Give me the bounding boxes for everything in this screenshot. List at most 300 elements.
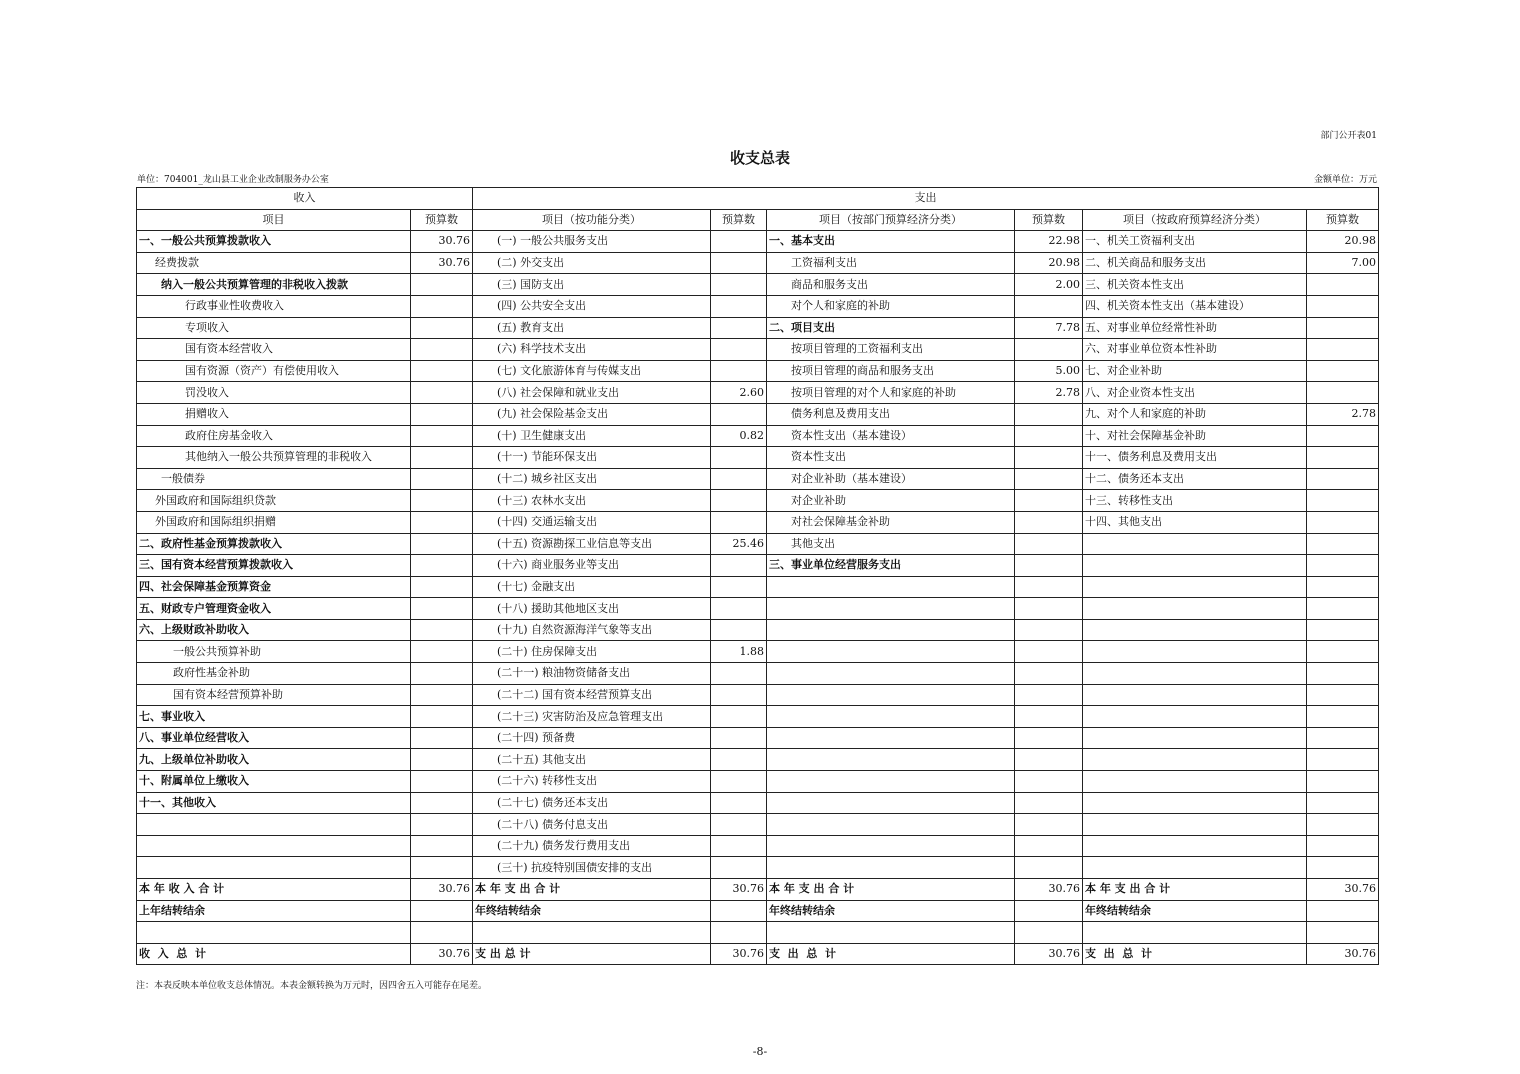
carry-out-value-function <box>711 900 767 922</box>
function-budget-cell <box>711 317 767 339</box>
dept-econ-item-cell: 按项目管理的工资福利支出 <box>767 339 1015 361</box>
table-row <box>137 641 1379 663</box>
table-row <box>137 295 1379 317</box>
blank-cell <box>1083 922 1307 944</box>
function-item-cell: (二十八) 债务付息支出 <box>473 814 711 836</box>
function-budget-cell: 2.60 <box>711 382 767 404</box>
carry-out-label-function: 年终结转结余 <box>473 900 711 922</box>
function-item-cell: (六) 科学技术支出 <box>473 339 711 361</box>
function-budget-cell <box>711 295 767 317</box>
income-item-cell: 国有资源（资产）有偿使用收入 <box>137 360 411 382</box>
dept-econ-item-cell: 二、项目支出 <box>767 317 1015 339</box>
year-expense-total-label-dept: 本 年 支 出 合 计 <box>767 879 1015 901</box>
income-item-header: 项目 <box>137 209 411 231</box>
carry-in-value <box>411 900 473 922</box>
function-budget-cell <box>711 252 767 274</box>
table-row <box>137 274 1379 296</box>
income-item-cell: 捐赠收入 <box>137 403 411 425</box>
gov-econ-item-cell: 九、对个人和家庭的补助 <box>1083 403 1307 425</box>
dept-econ-budget-cell <box>1015 295 1083 317</box>
blank-cell <box>137 922 411 944</box>
function-budget-cell <box>711 511 767 533</box>
function-item-cell: (二十六) 转移性支出 <box>473 771 711 793</box>
dept-econ-budget-cell <box>1015 814 1083 836</box>
dept-econ-budget-cell <box>1015 619 1083 641</box>
dept-econ-item-cell <box>767 749 1015 771</box>
dept-econ-item-cell <box>767 663 1015 685</box>
gov-econ-item-cell <box>1083 619 1307 641</box>
function-item-cell: (十三) 农林水支出 <box>473 490 711 512</box>
dept-econ-budget-cell <box>1015 598 1083 620</box>
gov-econ-item-cell: 二、机关商品和服务支出 <box>1083 252 1307 274</box>
dept-econ-item-header: 项目（按部门预算经济分类） <box>767 209 1015 231</box>
table-row <box>137 360 1379 382</box>
dept-econ-budget-cell: 22.98 <box>1015 231 1083 253</box>
income-item-cell: 政府性基金补助 <box>137 663 411 685</box>
function-item-cell: (四) 公共安全支出 <box>473 295 711 317</box>
income-item-cell: 经费拨款 <box>137 252 411 274</box>
gov-econ-budget-cell <box>1307 814 1379 836</box>
income-item-cell: 专项收入 <box>137 317 411 339</box>
function-item-cell: (十八) 援助其他地区支出 <box>473 598 711 620</box>
function-budget-cell <box>711 706 767 728</box>
dept-econ-budget-cell: 2.78 <box>1015 382 1083 404</box>
gov-econ-budget-cell <box>1307 382 1379 404</box>
income-budget-cell <box>411 706 473 728</box>
table-row <box>137 382 1379 404</box>
table-row <box>137 684 1379 706</box>
income-budget-cell <box>411 727 473 749</box>
function-budget-cell <box>711 360 767 382</box>
table-row <box>137 468 1379 490</box>
function-item-cell: (七) 文化旅游体育与传媒支出 <box>473 360 711 382</box>
gov-econ-item-cell: 四、机关资本性支出（基本建设） <box>1083 295 1307 317</box>
gov-econ-item-cell: 五、对事业单位经常性补助 <box>1083 317 1307 339</box>
dept-econ-budget-cell <box>1015 641 1083 663</box>
function-budget-cell <box>711 576 767 598</box>
gov-econ-item-cell <box>1083 598 1307 620</box>
dept-econ-item-cell <box>767 835 1015 857</box>
gov-econ-item-cell: 八、对企业资本性支出 <box>1083 382 1307 404</box>
income-item-cell: 行政事业性收费收入 <box>137 295 411 317</box>
gov-econ-budget-cell <box>1307 468 1379 490</box>
gov-econ-item-cell: 六、对事业单位资本性补助 <box>1083 339 1307 361</box>
dept-econ-budget-cell <box>1015 511 1083 533</box>
gov-econ-budget-cell: 20.98 <box>1307 231 1379 253</box>
dept-econ-item-cell: 资本性支出（基本建设） <box>767 425 1015 447</box>
income-budget-cell: 30.76 <box>411 252 473 274</box>
dept-econ-item-cell <box>767 641 1015 663</box>
table-row <box>137 598 1379 620</box>
function-budget-cell <box>711 727 767 749</box>
income-budget-cell <box>411 533 473 555</box>
unit-label: 单位：704001_龙山县工业企业改制服务办公室 <box>137 175 329 185</box>
gov-econ-item-cell: 三、机关资本性支出 <box>1083 274 1307 296</box>
gov-econ-item-cell <box>1083 857 1307 879</box>
income-item-cell: 四、社会保障基金预算资金 <box>137 576 411 598</box>
gov-econ-item-cell <box>1083 771 1307 793</box>
gov-econ-budget-cell: 7.00 <box>1307 252 1379 274</box>
gov-econ-item-cell: 十、对社会保障基金补助 <box>1083 425 1307 447</box>
gov-econ-item-cell: 十三、转移性支出 <box>1083 490 1307 512</box>
income-item-cell: 其他纳入一般公共预算管理的非税收入 <box>137 447 411 469</box>
dept-econ-item-cell: 工资福利支出 <box>767 252 1015 274</box>
dept-econ-budget-cell <box>1015 403 1083 425</box>
dept-econ-budget-cell <box>1015 576 1083 598</box>
gov-econ-item-header: 项目（按政府预算经济分类） <box>1083 209 1307 231</box>
gov-econ-budget-cell <box>1307 555 1379 577</box>
function-budget-cell <box>711 490 767 512</box>
dept-econ-item-cell <box>767 727 1015 749</box>
grand-expense-total-label-gov: 支 出 总 计 <box>1083 943 1307 965</box>
function-budget-cell <box>711 231 767 253</box>
function-item-cell: (二十三) 灾害防治及应急管理支出 <box>473 706 711 728</box>
income-item-cell: 三、国有资本经营预算拨款收入 <box>137 555 411 577</box>
function-item-cell: (二十一) 粮油物资储备支出 <box>473 663 711 685</box>
gov-econ-item-cell <box>1083 727 1307 749</box>
income-item-cell: 二、政府性基金预算拨款收入 <box>137 533 411 555</box>
year-expense-total-value-function: 30.76 <box>711 879 767 901</box>
income-item-cell: 外国政府和国际组织捐赠 <box>137 511 411 533</box>
page-number: -8- <box>752 1045 768 1058</box>
dept-econ-item-cell: 商品和服务支出 <box>767 274 1015 296</box>
function-budget-cell <box>711 403 767 425</box>
function-item-cell: (十) 卫生健康支出 <box>473 425 711 447</box>
function-item-cell: (二十四) 预备费 <box>473 727 711 749</box>
dept-econ-budget-cell <box>1015 533 1083 555</box>
gov-econ-budget-cell <box>1307 749 1379 771</box>
gov-econ-item-cell <box>1083 792 1307 814</box>
year-income-total-label: 本 年 收 入 合 计 <box>137 879 411 901</box>
table-row <box>137 835 1379 857</box>
gov-econ-item-cell: 十一、债务利息及费用支出 <box>1083 447 1307 469</box>
income-item-cell: 十一、其他收入 <box>137 792 411 814</box>
grand-expense-total-label-function: 支 出 总 计 <box>473 943 711 965</box>
function-item-cell: (三) 国防支出 <box>473 274 711 296</box>
income-item-cell <box>137 814 411 836</box>
gov-econ-budget-cell <box>1307 598 1379 620</box>
income-item-cell: 外国政府和国际组织贷款 <box>137 490 411 512</box>
table-row <box>137 511 1379 533</box>
gov-econ-item-cell <box>1083 706 1307 728</box>
function-budget-cell: 1.88 <box>711 641 767 663</box>
income-budget-cell <box>411 295 473 317</box>
table-row <box>137 727 1379 749</box>
income-budget-cell <box>411 425 473 447</box>
function-item-cell: (二十九) 债务发行费用支出 <box>473 835 711 857</box>
dept-econ-item-cell: 三、事业单位经营服务支出 <box>767 555 1015 577</box>
function-budget-cell <box>711 835 767 857</box>
function-item-cell: (十二) 城乡社区支出 <box>473 468 711 490</box>
table-row <box>137 403 1379 425</box>
dept-econ-budget-cell <box>1015 425 1083 447</box>
dept-econ-item-cell <box>767 771 1015 793</box>
gov-econ-item-cell <box>1083 533 1307 555</box>
income-item-cell: 一般债券 <box>137 468 411 490</box>
income-budget-cell <box>411 663 473 685</box>
function-budget-cell <box>711 792 767 814</box>
dept-econ-budget-cell: 5.00 <box>1015 360 1083 382</box>
dept-econ-item-cell <box>767 619 1015 641</box>
year-expense-total-value-dept: 30.76 <box>1015 879 1083 901</box>
table-row <box>137 533 1379 555</box>
function-budget-cell <box>711 814 767 836</box>
carry-out-value-gov <box>1307 900 1379 922</box>
year-expense-total-label-gov: 本 年 支 出 合 计 <box>1083 879 1307 901</box>
dept-econ-item-cell <box>767 684 1015 706</box>
gov-econ-budget-cell <box>1307 339 1379 361</box>
function-item-header: 项目（按功能分类） <box>473 209 711 231</box>
income-budget-cell <box>411 468 473 490</box>
dept-econ-item-cell: 债务利息及费用支出 <box>767 403 1015 425</box>
dept-econ-budget-cell <box>1015 749 1083 771</box>
carry-out-label-gov: 年终结转结余 <box>1083 900 1307 922</box>
blank-cell <box>1015 922 1083 944</box>
income-budget-cell <box>411 339 473 361</box>
income-budget-cell <box>411 317 473 339</box>
form-number: 部门公开表01 <box>1320 131 1377 141</box>
year-income-total-value: 30.76 <box>411 879 473 901</box>
income-item-cell: 八、事业单位经营收入 <box>137 727 411 749</box>
gov-econ-budget-cell <box>1307 360 1379 382</box>
gov-econ-budget-cell <box>1307 835 1379 857</box>
gov-econ-budget-cell <box>1307 663 1379 685</box>
footnote: 注：本表反映本单位收支总体情况。本表金额转换为万元时，因四舍五入可能存在尾差。 <box>136 981 488 991</box>
income-budget-cell <box>411 382 473 404</box>
table-row <box>137 555 1379 577</box>
gov-econ-budget-header: 预算数 <box>1307 209 1379 231</box>
table-row <box>137 663 1379 685</box>
function-budget-cell <box>711 274 767 296</box>
dept-econ-budget-cell <box>1015 771 1083 793</box>
dept-econ-budget-cell <box>1015 468 1083 490</box>
gov-econ-item-cell <box>1083 835 1307 857</box>
function-budget-cell <box>711 771 767 793</box>
function-budget-cell: 25.46 <box>711 533 767 555</box>
income-budget-cell <box>411 576 473 598</box>
page-title: 收支总表 <box>729 149 790 167</box>
blank-cell <box>473 922 711 944</box>
table-row <box>137 576 1379 598</box>
income-budget-cell <box>411 771 473 793</box>
income-budget-cell <box>411 684 473 706</box>
function-item-cell: (五) 教育支出 <box>473 317 711 339</box>
dept-econ-item-cell: 按项目管理的商品和服务支出 <box>767 360 1015 382</box>
function-item-cell: (二十) 住房保障支出 <box>473 641 711 663</box>
gov-econ-budget-cell <box>1307 274 1379 296</box>
income-budget-cell <box>411 749 473 771</box>
dept-econ-item-cell: 对个人和家庭的补助 <box>767 295 1015 317</box>
budget-summary-table <box>136 187 1379 965</box>
function-item-cell: (十六) 商业服务业等支出 <box>473 555 711 577</box>
dept-econ-budget-cell <box>1015 490 1083 512</box>
gov-econ-budget-cell <box>1307 771 1379 793</box>
gov-econ-item-cell <box>1083 814 1307 836</box>
dept-econ-item-cell <box>767 814 1015 836</box>
table-row <box>137 749 1379 771</box>
income-item-cell: 一般公共预算补助 <box>137 641 411 663</box>
dept-econ-budget-cell <box>1015 555 1083 577</box>
income-item-cell: 七、事业收入 <box>137 706 411 728</box>
gov-econ-budget-cell <box>1307 295 1379 317</box>
table-row <box>137 425 1379 447</box>
income-budget-cell <box>411 490 473 512</box>
gov-econ-budget-cell <box>1307 619 1379 641</box>
blank-cell <box>767 922 1015 944</box>
grand-expense-total-label-dept: 支 出 总 计 <box>767 943 1015 965</box>
income-item-cell: 九、上级单位补助收入 <box>137 749 411 771</box>
function-budget-cell <box>711 749 767 771</box>
year-expense-total-value-gov: 30.76 <box>1307 879 1379 901</box>
table-row <box>137 490 1379 512</box>
table-row <box>137 252 1379 274</box>
gov-econ-budget-cell <box>1307 706 1379 728</box>
dept-econ-budget-cell <box>1015 835 1083 857</box>
table-row <box>137 706 1379 728</box>
income-item-cell: 国有资本经营收入 <box>137 339 411 361</box>
income-budget-header: 预算数 <box>411 209 473 231</box>
dept-econ-item-cell <box>767 857 1015 879</box>
dept-econ-budget-cell <box>1015 706 1083 728</box>
function-budget-cell <box>711 684 767 706</box>
gov-econ-budget-cell <box>1307 576 1379 598</box>
function-item-cell: (三十) 抗疫特别国债安排的支出 <box>473 857 711 879</box>
gov-econ-item-cell: 十四、其他支出 <box>1083 511 1307 533</box>
gov-econ-item-cell <box>1083 684 1307 706</box>
gov-econ-budget-cell <box>1307 533 1379 555</box>
table-row <box>137 857 1379 879</box>
dept-econ-budget-cell <box>1015 857 1083 879</box>
grand-income-total-label: 收 入 总 计 <box>137 943 411 965</box>
income-budget-cell: 30.76 <box>411 231 473 253</box>
dept-econ-budget-cell <box>1015 727 1083 749</box>
dept-econ-item-cell <box>767 706 1015 728</box>
dept-econ-item-cell: 按项目管理的对个人和家庭的补助 <box>767 382 1015 404</box>
carry-in-label: 上年结转结余 <box>137 900 411 922</box>
table-row <box>137 792 1379 814</box>
function-item-cell: (二十七) 债务还本支出 <box>473 792 711 814</box>
gov-econ-budget-cell: 2.78 <box>1307 403 1379 425</box>
function-item-cell: (十四) 交通运输支出 <box>473 511 711 533</box>
income-item-cell: 政府住房基金收入 <box>137 425 411 447</box>
income-budget-cell <box>411 814 473 836</box>
dept-econ-budget-cell: 20.98 <box>1015 252 1083 274</box>
carry-out-value-dept <box>1015 900 1083 922</box>
income-item-cell: 罚没收入 <box>137 382 411 404</box>
income-budget-cell <box>411 619 473 641</box>
income-item-cell: 十、附属单位上缴收入 <box>137 771 411 793</box>
function-item-cell: (九) 社会保险基金支出 <box>473 403 711 425</box>
function-budget-cell <box>711 663 767 685</box>
table-row <box>137 771 1379 793</box>
income-budget-cell <box>411 641 473 663</box>
dept-econ-item-cell: 对企业补助（基本建设） <box>767 468 1015 490</box>
income-budget-cell <box>411 511 473 533</box>
income-budget-cell <box>411 598 473 620</box>
gov-econ-budget-cell <box>1307 641 1379 663</box>
dept-econ-budget-header: 预算数 <box>1015 209 1083 231</box>
income-item-cell: 一、一般公共预算拨款收入 <box>137 231 411 253</box>
expense-group-header: 支出 <box>473 188 1379 210</box>
dept-econ-item-cell: 对企业补助 <box>767 490 1015 512</box>
gov-econ-budget-cell <box>1307 317 1379 339</box>
year-expense-total-label-function: 本 年 支 出 合 计 <box>473 879 711 901</box>
dept-econ-item-cell: 其他支出 <box>767 533 1015 555</box>
income-budget-cell <box>411 857 473 879</box>
grand-income-total-value: 30.76 <box>411 943 473 965</box>
function-item-cell: (一) 一般公共服务支出 <box>473 231 711 253</box>
grand-expense-total-value-dept: 30.76 <box>1015 943 1083 965</box>
blank-cell <box>711 922 767 944</box>
dept-econ-budget-cell <box>1015 663 1083 685</box>
gov-econ-item-cell <box>1083 641 1307 663</box>
dept-econ-budget-cell <box>1015 339 1083 361</box>
function-item-cell: (八) 社会保障和就业支出 <box>473 382 711 404</box>
income-budget-cell <box>411 360 473 382</box>
income-item-cell: 六、上级财政补助收入 <box>137 619 411 641</box>
gov-econ-budget-cell <box>1307 490 1379 512</box>
table-row <box>137 339 1379 361</box>
income-budget-cell <box>411 403 473 425</box>
dept-econ-item-cell <box>767 792 1015 814</box>
gov-econ-item-cell: 七、对企业补助 <box>1083 360 1307 382</box>
table-row <box>137 317 1379 339</box>
function-budget-cell <box>711 857 767 879</box>
gov-econ-item-cell <box>1083 663 1307 685</box>
income-item-cell <box>137 857 411 879</box>
table-row <box>137 814 1379 836</box>
function-item-cell: (十七) 金融支出 <box>473 576 711 598</box>
table-row <box>137 447 1379 469</box>
gov-econ-item-cell <box>1083 555 1307 577</box>
income-budget-cell <box>411 274 473 296</box>
income-item-cell <box>137 835 411 857</box>
function-budget-cell <box>711 619 767 641</box>
gov-econ-budget-cell <box>1307 727 1379 749</box>
function-budget-header: 预算数 <box>711 209 767 231</box>
table-row <box>137 619 1379 641</box>
income-group-header: 收入 <box>137 188 473 210</box>
gov-econ-budget-cell <box>1307 425 1379 447</box>
gov-econ-budget-cell <box>1307 792 1379 814</box>
gov-econ-budget-cell <box>1307 447 1379 469</box>
gov-econ-budget-cell <box>1307 684 1379 706</box>
function-item-cell: (二十五) 其他支出 <box>473 749 711 771</box>
gov-econ-budget-cell <box>1307 511 1379 533</box>
dept-econ-item-cell: 一、基本支出 <box>767 231 1015 253</box>
table-row <box>137 231 1379 253</box>
dept-econ-item-cell: 资本性支出 <box>767 447 1015 469</box>
blank-cell <box>411 922 473 944</box>
function-budget-cell <box>711 555 767 577</box>
function-item-cell: (十五) 资源勘探工业信息等支出 <box>473 533 711 555</box>
function-budget-cell <box>711 447 767 469</box>
function-item-cell: (十一) 节能环保支出 <box>473 447 711 469</box>
income-budget-cell <box>411 792 473 814</box>
gov-econ-item-cell <box>1083 576 1307 598</box>
gov-econ-item-cell: 一、机关工资福利支出 <box>1083 231 1307 253</box>
dept-econ-budget-cell <box>1015 792 1083 814</box>
grand-expense-total-value-gov: 30.76 <box>1307 943 1379 965</box>
currency-label: 金额单位：万元 <box>1313 175 1377 185</box>
gov-econ-budget-cell <box>1307 857 1379 879</box>
function-budget-cell <box>711 598 767 620</box>
grand-expense-total-value-function: 30.76 <box>711 943 767 965</box>
dept-econ-item-cell <box>767 598 1015 620</box>
carry-out-label-dept: 年终结转结余 <box>767 900 1015 922</box>
gov-econ-item-cell: 十二、债务还本支出 <box>1083 468 1307 490</box>
gov-econ-item-cell <box>1083 749 1307 771</box>
